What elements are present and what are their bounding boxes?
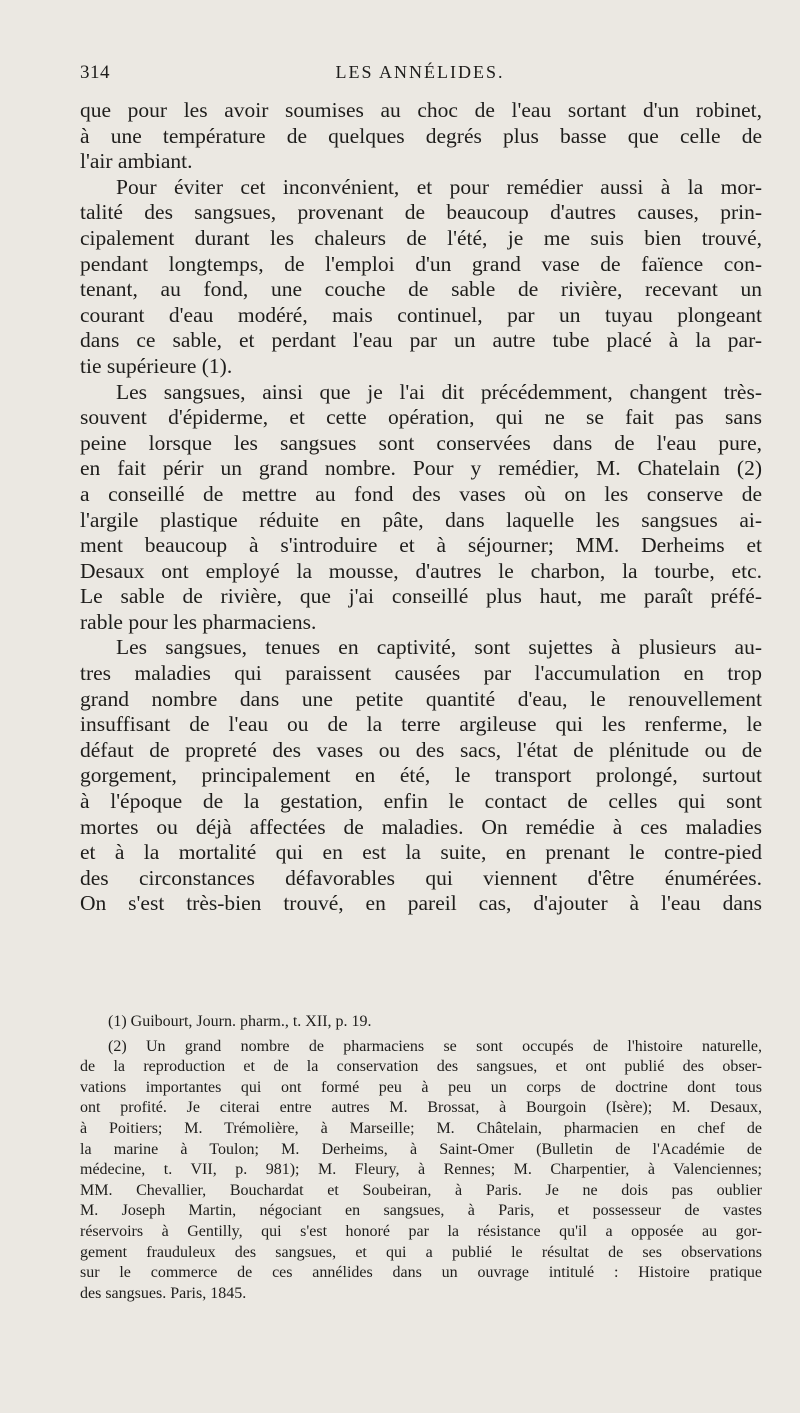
text-line: ment beaucoup à s'introduire et à séjourner; MM. Derheims et: [80, 533, 762, 558]
text-line: peine lorsque les sangsues sont conservées dans de l'eau pure,: [80, 430, 762, 455]
footnote-2-line: des sangsues. Paris, 1845.: [80, 1284, 247, 1302]
text-line: insuffisant de l'eau ou de la terre argileuse qui les renferme, le: [80, 712, 762, 737]
text-line: Le sable de rivière, que j'ai conseillé plus haut, me paraît préfé-: [80, 584, 762, 609]
text-line: tie supérieure (1).: [80, 353, 233, 378]
footnote-1: (1) Guibourt, Journ. pharm., t. XII, p. 19.: [108, 1013, 372, 1030]
footnote-2-line: réservoirs à Gentilly, qui s'est honoré par la résistance qu'il a opposée au gor-: [80, 1222, 762, 1240]
text-line: cipalement durant les chaleurs de l'été, je me suis bien trouvé,: [80, 225, 762, 250]
text-line: mortes ou déjà affectées de maladies. On remédie à ces maladies: [80, 814, 762, 839]
footnote-2-line: sur le commerce de ces annélides dans un ouvrage intitulé : Histoire pratique: [80, 1264, 762, 1282]
text-line: des circonstances défavorables qui viennent d'être énumérées.: [80, 865, 762, 890]
text-line: tres maladies qui paraissent causées par l'accumulation en trop: [80, 661, 762, 686]
footnote-2-line: vations importantes qui ont formé peu à peu un corps de doctrine dont tous: [80, 1078, 762, 1096]
text-line: rable pour les pharmaciens.: [80, 609, 317, 634]
footnote-2-line: gement frauduleux des sangsues, et qui a publié le résultat de ses observations: [80, 1243, 762, 1261]
footnote-2-line: MM. Chevallier, Bouchardat et Soubeiran, à Paris. Je ne dois pas oublier: [80, 1181, 762, 1199]
text-line: talité des sangsues, provenant de beaucoup d'autres causes, prin-: [80, 200, 762, 225]
footnotes: [80, 1012, 762, 1304]
text-line: que pour les avoir soumises au choc de l'eau sortant d'un robinet,: [80, 98, 762, 122]
paragraph-start-line: Les sangsues, tenues en captivité, sont sujettes à plusieurs au-: [116, 635, 762, 660]
text-line: courant d'eau modéré, mais continuel, par un tuyau plongeant: [80, 302, 762, 327]
footnote-2-line: à Poitiers; M. Trémolière, à Marseille; M. Châtelain, pharmacien en chef de: [80, 1119, 762, 1137]
footnote-2-line: (2) Un grand nombre de pharmaciens se sont occupés de l'histoire naturelle,: [108, 1037, 762, 1055]
text-line: Desaux ont employé la mousse, d'autres le charbon, la tourbe, etc.: [80, 558, 762, 583]
text-line: et à la mortalité qui en est la suite, en prenant le contre-pied: [80, 840, 762, 865]
paragraph-start-line: Pour éviter cet inconvénient, et pour remédier aussi à la mor-: [116, 174, 762, 199]
running-title: LES ANNÉLIDES.: [335, 62, 505, 82]
text-line: en fait périr un grand nombre. Pour y remédier, M. Chatelain (2): [80, 456, 762, 481]
text-line: l'argile plastique réduite en pâte, dans laquelle les sangsues ai-: [80, 507, 762, 532]
footnote-2-line: de la reproduction et de la conservation des sangsues, et ont publié des obser-: [80, 1058, 762, 1076]
text-line: grand nombre dans une petite quantité d'eau, le renouvellement: [80, 686, 762, 711]
text-line: à l'époque de la gestation, enfin le contact de celles qui sont: [80, 789, 762, 814]
text-line: défaut de propreté des vases ou des sacs, l'état de plénitude ou de: [80, 737, 762, 762]
text-line: gorgement, principalement en été, le transport prolongé, surtout: [80, 763, 762, 788]
footnote-2-line: ont profité. Je citerai entre autres M. Brossat, à Bourgoin (Isère); M. Desaux,: [80, 1099, 762, 1117]
main-text: [80, 98, 762, 917]
page-number: 314: [80, 62, 110, 83]
page-header: [80, 62, 760, 86]
footnote-2-line: la marine à Toulon; M. Derheims, à Saint-Omer (Bulletin de l'Académie de: [80, 1140, 762, 1158]
text-line: pendant longtemps, de l'emploi d'un grand vase de faïence con-: [80, 251, 762, 276]
text-line: l'air ambiant.: [80, 149, 193, 174]
text-line: a conseillé de mettre au fond des vases où on les conserve de: [80, 481, 762, 506]
footnote-2-line: M. Joseph Martin, négociant en sangsues, à Paris, et possesseur de vastes: [80, 1202, 762, 1220]
text-line: On s'est très-bien trouvé, en pareil cas, d'ajouter à l'eau dans: [80, 891, 762, 916]
footnote-2-line: médecine, t. VII, p. 981); M. Fleury, à Rennes; M. Charpentier, à Valenciennes;: [80, 1161, 762, 1179]
text-line: dans ce sable, et perdant l'eau par un autre tube placé à la par-: [80, 328, 762, 353]
text-line: tenant, au fond, une couche de sable de rivière, recevant un: [80, 277, 762, 302]
text-line: à une température de quelques degrés plus basse que celle de: [80, 123, 762, 148]
text-line: souvent d'épiderme, et cette opération, qui ne se fait pas sans: [80, 405, 762, 430]
paragraph-start-line: Les sangsues, ainsi que je l'ai dit précédemment, changent très-: [116, 379, 762, 404]
